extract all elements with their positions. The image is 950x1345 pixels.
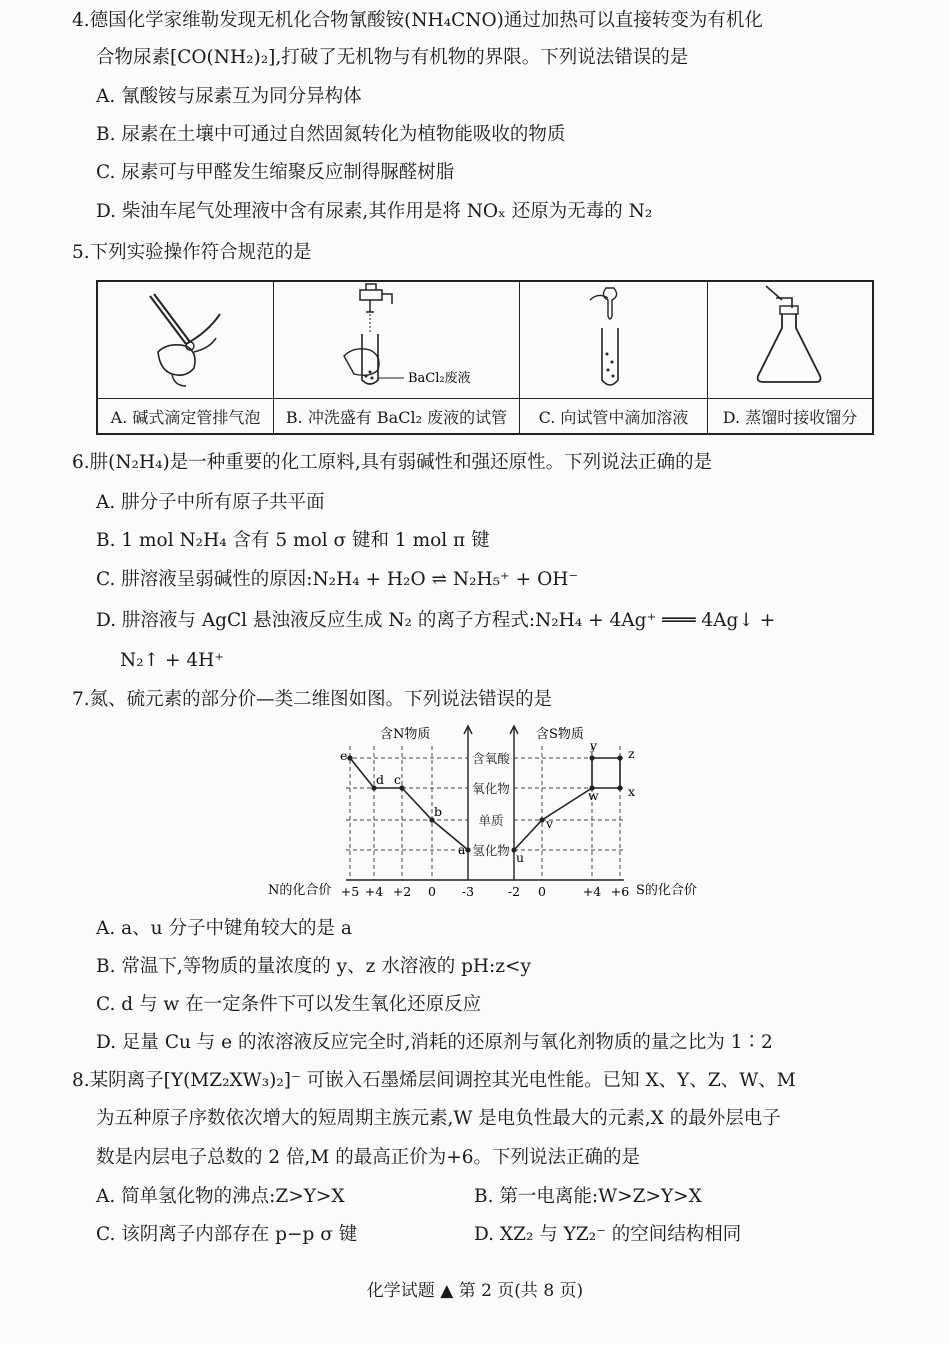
- point-label-y: y: [590, 738, 598, 753]
- point-label-z: z: [628, 746, 635, 761]
- chart-left-xlabel: N的化合价: [268, 883, 332, 898]
- q7-option-a: A. a、u 分子中键角较大的是 a: [96, 918, 352, 939]
- q4-option-b: B. 尿素在土壤中可通过自然固氮转化为植物能吸收的物质: [96, 124, 566, 145]
- experiment-table: [96, 280, 874, 435]
- chart-right-xlabel: S的化合价: [636, 883, 697, 898]
- q6-stem: 6.肼(N₂H₄)是一种重要的化工原料,具有弱碱性和强还原性。下列说法正确的是: [72, 452, 713, 473]
- point-label-e: e: [340, 748, 348, 763]
- tick-label-left: -3: [461, 884, 475, 899]
- tick-label-right: 0: [538, 884, 546, 899]
- q6-option-d-line1: D. 肼溶液与 AgCl 悬浊液反应生成 N₂ 的离子方程式:N₂H₄ + 4Ag⁺ ═══ 4Ag↓ +: [96, 610, 776, 631]
- q6-option-a: A. 肼分子中所有原子共平面: [96, 492, 325, 513]
- image-flask: [708, 282, 872, 398]
- point-z: [617, 755, 622, 760]
- point-label-c: c: [394, 772, 402, 787]
- bacl2-label: BaCl₂废液: [408, 371, 471, 386]
- q4-option-c: C. 尿素可与甲醛发生缩聚反应制得脲醛树脂: [96, 162, 455, 183]
- s-box-line: [592, 758, 620, 788]
- point-y: [589, 755, 594, 760]
- q7-stem: 7.氮、硫元素的部分价—类二维图如图。下列说法错误的是: [72, 689, 553, 710]
- q8-option-a: A. 简单氢化物的沸点:Z>Y>X: [96, 1186, 345, 1207]
- tick-label-left: +5: [340, 884, 360, 899]
- burette-hand-illustration: [98, 282, 272, 396]
- q7-option-c: C. d 与 w 在一定条件下可以发生氧化还原反应: [96, 994, 482, 1015]
- tick-label-left: +2: [392, 884, 412, 899]
- point-label-d: d: [376, 772, 385, 787]
- point-label-w: w: [588, 788, 599, 803]
- point-label-a: a: [458, 842, 466, 857]
- q8-stem-line2: 为五种原子序数依次增大的短周期主族元素,W 是电负性最大的元素,X 的最外层电子: [96, 1108, 781, 1129]
- point-label-v: v: [546, 816, 554, 831]
- q8-stem-line1: 8.某阴离子[Y(MZ₂XW₃)₂]⁻ 可嵌入石墨烯层间调控其光电性能。已知 X、Y、Z、W、M: [72, 1070, 796, 1091]
- tick-label-right: +4: [582, 884, 602, 899]
- point-label-u: u: [516, 850, 525, 865]
- point-e: [347, 755, 352, 760]
- dropper-illustration: [520, 282, 706, 396]
- category-label: 单质: [478, 813, 504, 828]
- q8-option-b: B. 第一电离能:W>Z>Y>X: [474, 1186, 702, 1207]
- category-label: 含氧酸: [472, 751, 510, 766]
- caption-d: D. 蒸馏时接收馏分: [708, 398, 872, 433]
- q4-option-a: A. 氰酸铵与尿素互为同分异构体: [96, 86, 362, 107]
- q6-option-d-line2: N₂↑ + 4H⁺: [120, 650, 225, 671]
- image-dropper: [520, 282, 708, 398]
- category-label: 氧化物: [472, 781, 510, 796]
- q4-option-d: D. 柴油车尾气处理液中含有尿素,其作用是将 NOₓ 还原为无毒的 N₂: [96, 201, 653, 222]
- caption-c: C. 向试管中滴加溶液: [520, 398, 708, 433]
- q8-option-d: D. XZ₂ 与 YZ₂⁻ 的空间结构相同: [474, 1224, 742, 1245]
- q5-stem: 5.下列实验操作符合规范的是: [72, 242, 312, 263]
- tick-label-left: +4: [364, 884, 384, 899]
- tick-label-right: +6: [610, 884, 630, 899]
- q4-stem-line2: 合物尿素[CO(NH₂)₂],打破了无机物与有机物的界限。下列说法错误的是: [96, 47, 689, 68]
- q6-option-c: C. 肼溶液呈弱碱性的原因:N₂H₄ + H₂O ⇌ N₂H₅⁺ + OH⁻: [96, 569, 579, 590]
- q4-stem-line1: 4.德国化学家维勒发现无机化合物氰酸铵(NH₄CNO)通过加热可以直接转变为有机化: [72, 10, 763, 31]
- q6-option-b: B. 1 mol N₂H₄ 含有 5 mol σ 键和 1 mol π 键: [96, 530, 490, 551]
- page-footer: 化学试题 ▲ 第 2 页(共 8 页): [366, 1281, 584, 1301]
- conical-flask-illustration: [708, 282, 872, 396]
- q7-option-b: B. 常温下,等物质的量浓度的 y、z 水溶液的 pH:z<y: [96, 956, 531, 977]
- caption-a: A. 碱式滴定管排气泡: [98, 398, 274, 433]
- point-a: [465, 847, 470, 852]
- q8-stem-line3: 数是内层电子总数的 2 倍,M 的最高正价为+6。下列说法正确的是: [96, 1147, 641, 1168]
- point-label-b: b: [434, 804, 443, 819]
- image-rinse-tube: [274, 282, 520, 398]
- valence-class-chart: [262, 722, 722, 912]
- n-series-line: [350, 758, 468, 850]
- chart-left-title: 含N物质: [380, 727, 431, 742]
- faucet-tube-illustration: [274, 282, 518, 396]
- category-label: 氢化物: [472, 843, 510, 858]
- tick-label-right: -2: [507, 884, 521, 899]
- q8-option-c: C. 该阴离子内部存在 p−p σ 键: [96, 1224, 358, 1245]
- q7-option-d: D. 足量 Cu 与 e 的浓溶液反应完全时,消耗的还原剂与氧化剂物质的量之比为 1∶2: [96, 1032, 773, 1053]
- caption-b: B. 冲洗盛有 BaCl₂ 废液的试管: [274, 398, 520, 433]
- point-label-x: x: [628, 784, 636, 799]
- point-v: [539, 817, 544, 822]
- point-x: [617, 785, 622, 790]
- tick-label-left: 0: [428, 884, 436, 899]
- chart-right-title: 含S物质: [536, 727, 584, 742]
- image-burette: [98, 282, 274, 398]
